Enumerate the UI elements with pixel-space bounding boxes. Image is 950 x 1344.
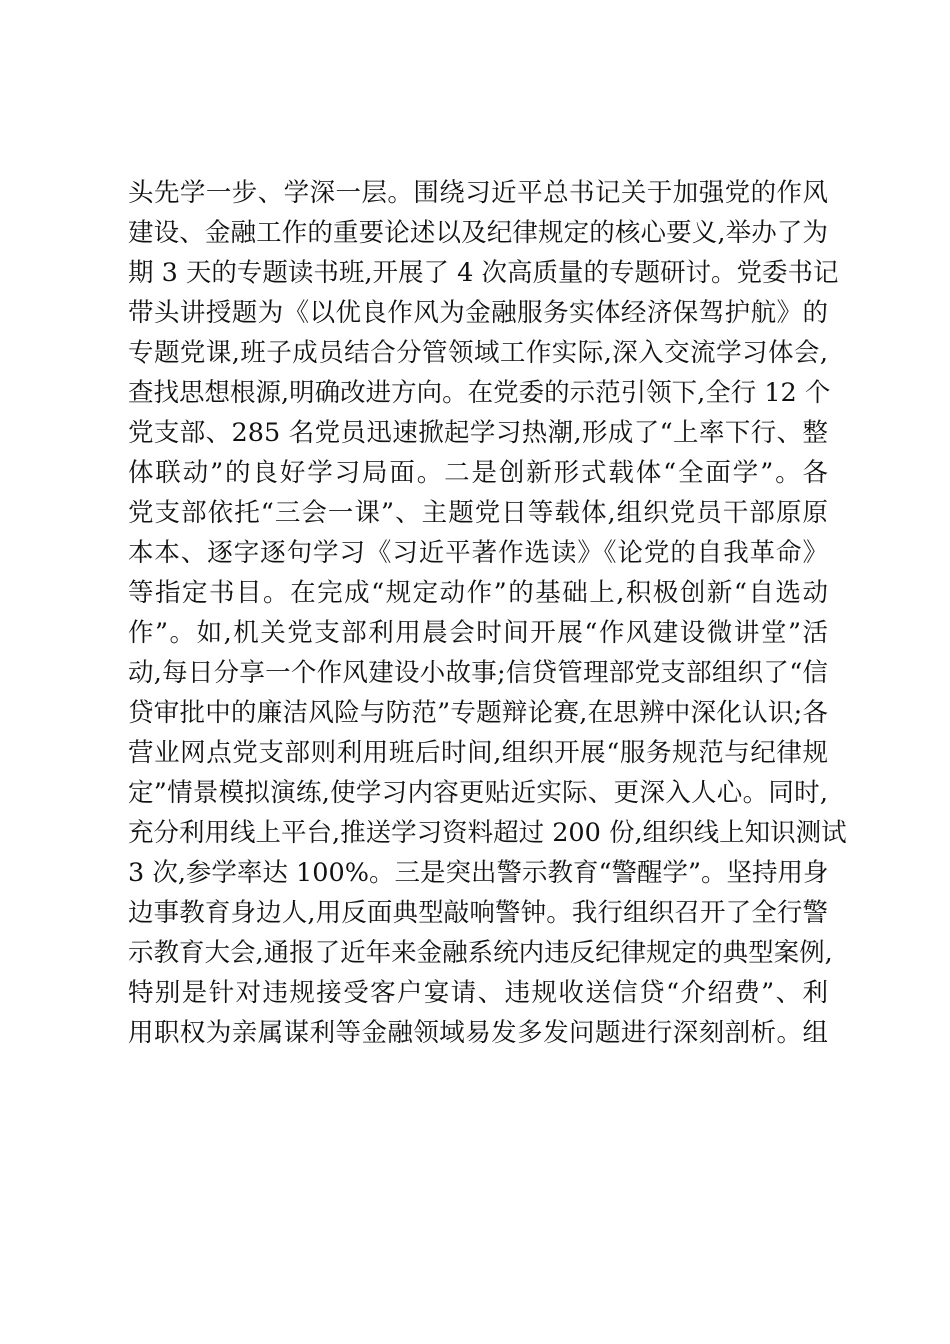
text-line: 作”。如,机关党支部利用晨会时间开展“作风建设微讲堂”活 — [128, 618, 828, 648]
text-line: 示教育大会,通报了近年来金融系统内违反纪律规定的典型案例, — [128, 938, 833, 968]
text-line: 本本、逐字逐句学习《习近平著作选读》《论党的自我革命》 — [128, 538, 828, 568]
text-line: 用职权为亲属谋利等金融领域易发多发问题进行深刻剖析。组 — [128, 1018, 828, 1048]
text-line: 查找思想根源,明确改进方向。在党委的示范引领下,全行 12 个 — [128, 378, 831, 408]
text-line: 边事教育身边人,用反面典型敲响警钟。我行组织召开了全行警 — [128, 898, 828, 928]
text-line: 充分利用线上平台,推送学习资料超过 200 份,组织线上知识测试 — [128, 818, 847, 848]
body-paragraph — [128, 173, 847, 1053]
text-line: 体联动”的良好学习局面。二是创新形式载体“全面学”。各 — [128, 458, 828, 488]
text-line: 建设、金融工作的重要论述以及纪律规定的核心要义,举办了为 — [128, 218, 828, 248]
text-line: 带头讲授题为《以优良作风为金融服务实体经济保驾护航》的 — [128, 298, 828, 328]
text-line: 定”情景模拟演练,使学习内容更贴近实际、更深入人心。同时, — [128, 778, 828, 808]
text-line: 特别是针对违规接受客户宴请、违规收送信贷“介绍费”、利 — [128, 978, 828, 1008]
text-line: 3 次,参学率达 100%。三是突出警示教育“警醒学”。坚持用身 — [128, 858, 829, 888]
text-line: 党支部、285 名党员迅速掀起学习热潮,形成了“上率下行、整 — [128, 418, 828, 448]
text-line: 期 3 天的专题读书班,开展了 4 次高质量的专题研讨。党委书记 — [128, 258, 839, 288]
text-line: 营业网点党支部则利用班后时间,组织开展“服务规范与纪律规 — [128, 738, 828, 768]
text-line: 专题党课,班子成员结合分管领域工作实际,深入交流学习体会, — [128, 338, 828, 368]
text-line: 党支部依托“三会一课”、主题党日等载体,组织党员干部原原 — [128, 498, 828, 528]
text-line: 等指定书目。在完成“规定动作”的基础上,积极创新“自选动 — [128, 578, 828, 608]
text-line: 动,每日分享一个作风建设小故事;信贷管理部党支部组织了“信 — [128, 658, 828, 688]
text-line: 贷审批中的廉洁风险与防范”专题辩论赛,在思辨中深化认识;各 — [128, 698, 828, 728]
text-line: 头先学一步、学深一层。围绕习近平总书记关于加强党的作风 — [128, 178, 828, 208]
